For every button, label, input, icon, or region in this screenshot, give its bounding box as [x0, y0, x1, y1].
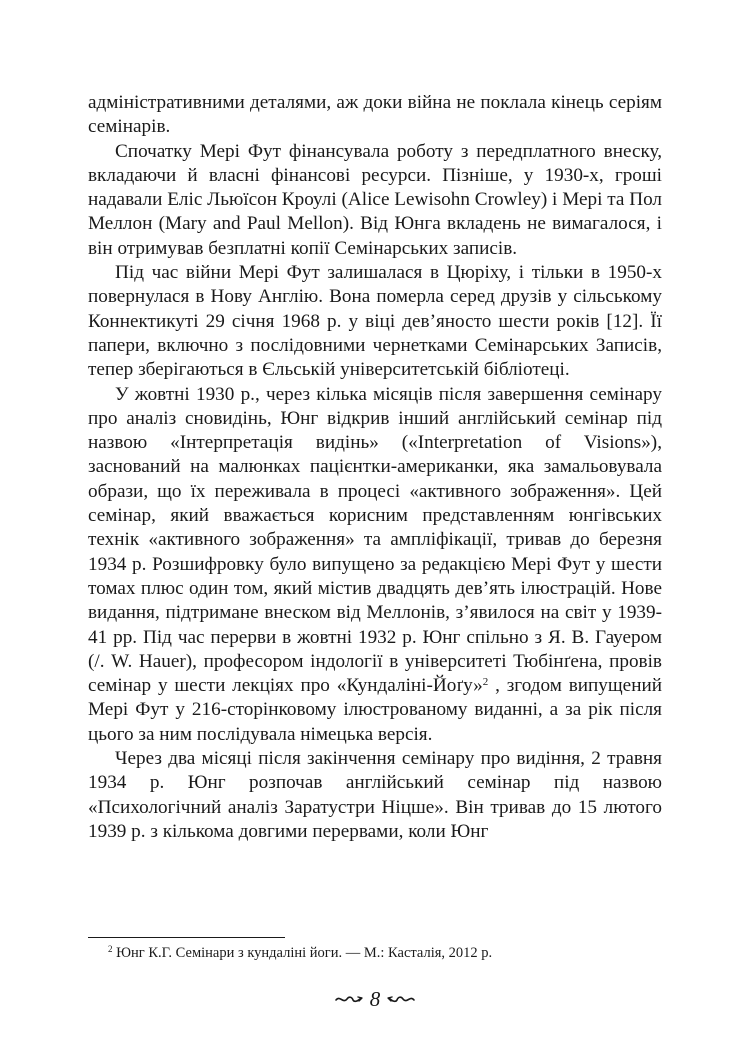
paragraph-4: [88, 383, 662, 747]
page-number-block: [0, 984, 750, 1014]
body-text: [88, 91, 662, 844]
paragraph-3: Під час війни Мері Фут залишалася в Цюріху, і тільки в 1950-х повернулася в Нову Англію. Вона померла серед друзів у сільському Коннектикуті 29 січня 1968 р. у віці дев’яносто шести років [12]. Її папери, включно з послідовними чернетками Семінарських Записів, тепер зберігаються в Єльській університетській бібліотеці.: [88, 262, 662, 381]
ornament-right-icon: [386, 992, 416, 1006]
footnote-text: Юнг К.Г. Семінари з кундаліні йоги. — М.: Касталія, 2012 р.: [116, 945, 493, 961]
footnote: [108, 944, 648, 962]
footnote-divider: [88, 937, 285, 938]
ornament-left-icon: [334, 992, 364, 1006]
footnote-mark: 2: [108, 944, 113, 954]
paragraph-4-tail: , згодом випущений Мері Фут у 216-сторінковому ілюстрованому виданні, а за рік після цього за ним послідувала німецька версія.: [88, 675, 662, 745]
footnote-reference: 2: [482, 676, 489, 689]
paragraph-1: адміністративними деталями, аж доки війна не поклала кінець серіям семінарів.: [88, 92, 662, 138]
paragraph-5: Через два місяці після закінчення семінару про видіння, 2 травня 1934 р. Юнг розпочав англійський семінар під назвою «Психологічний аналіз Заратустри Ніцше». Він тривав до 15 лютого 1939 р. з кількома довгими перервами, коли Юнг: [88, 748, 662, 842]
paragraph-2: Спочатку Мері Фут фінансувала роботу з передплатного внеску, вкладаючи й власні фінансові ресурси. Пізніше, у 1930-х, гроші надавали Еліс Льюїсон Кроулі (Alice Lewisohn Crowley) і Мері та Пол Меллон (Mary and Paul Mellon). Від Юнга вкладень не вимагалося, і він отримував безплатні копії Семінарських записів.: [88, 140, 662, 259]
paragraph-4-text: У жовтні 1930 р., через кілька місяців після завершення семінару про аналіз сновидінь, Юнг відкрив інший англійський семінар під назвою «Інтерпретація видінь» («Interpretation of Visions»), заснований на малюнках пацієнтки-американки, яка замальовувала образи, що їх переживала в процесі «активного зображення». Цей семінар, який вважається корисним представленням юнгівських технік «активного зображення» та ампліфікації, тривав до березня 1934 р. Розшифровку було випущено за редакцією Мері Фут у шести томах плюс один том, який містив двадцять дев’ять ілюстрацій. Нове видання, підтримане внеском від Меллонів, з’явилося на світ у 1939-41 рр. Під час перерви в жовтні 1932 р. Юнг спільно з Я. В. Гауером (/. W. Hauer), професором індології в університеті Тюбінґена, провів семінар у шести лекціях про «Кундаліні-Йоґу»: [88, 383, 662, 697]
page-number: 8: [369, 986, 381, 1011]
